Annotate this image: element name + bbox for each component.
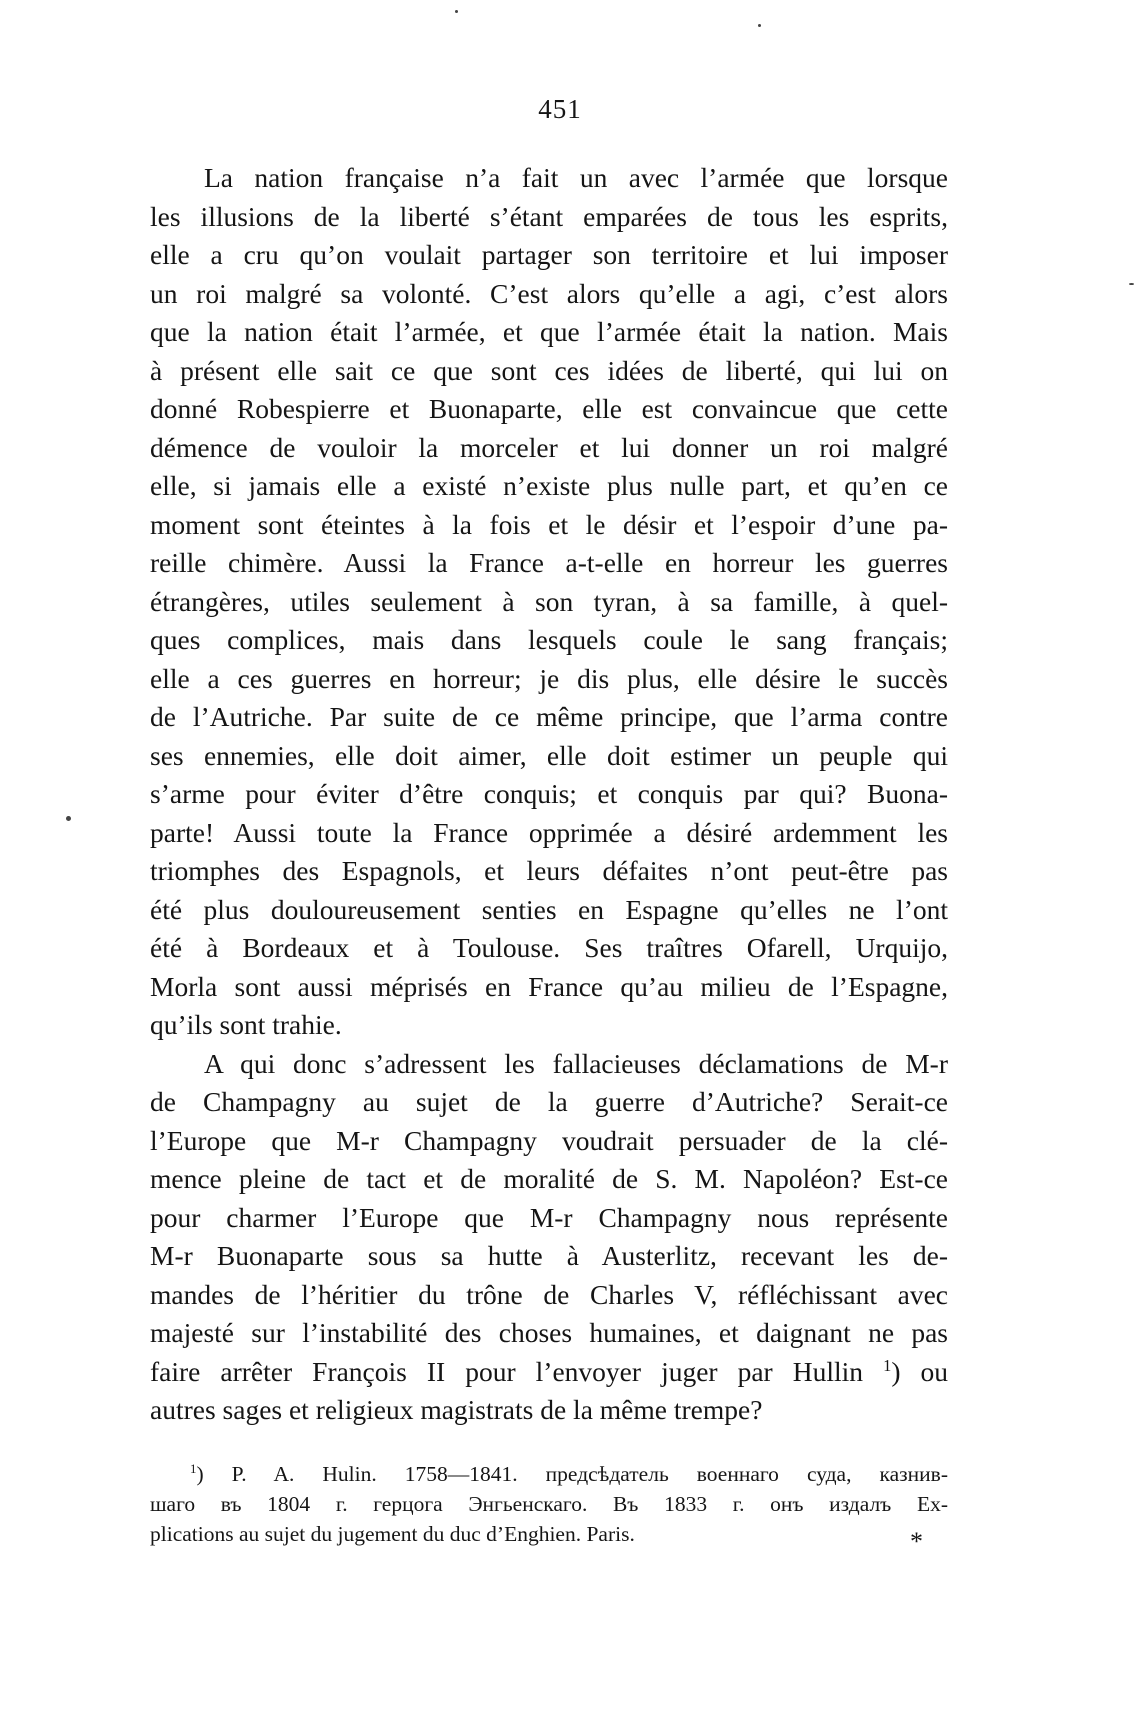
text-line-with-footnote-ref bbox=[150, 1353, 948, 1392]
text-line: La nation française n’a fait un avec l’armée que lorsque bbox=[204, 162, 948, 193]
text-line: été plus douloureusement senties en Espagne qu’elles ne l’ont bbox=[150, 893, 948, 925]
text-line: moment sont éteintes à la fois et le désir et l’espoir d’une pa- bbox=[150, 508, 948, 540]
text-line: majesté sur l’instabilité des choses humaines, et daignant ne pas bbox=[150, 1317, 948, 1348]
text-line: elle a cru qu’on voulait partager son territoire et lui imposer bbox=[150, 239, 948, 270]
text-line: donné Robespierre et Buonaparte, elle est convaincue que cette bbox=[150, 393, 948, 424]
text-line: démence de vouloir la morceler et lui donner un roi malgré bbox=[150, 431, 948, 463]
text-line: s’arme pour éviter d’être conquis; et conquis par qui? Buona- bbox=[150, 778, 948, 809]
footnote-reference: 1 bbox=[883, 1355, 892, 1375]
text-line: Morla sont aussi méprisés en France qu’au milieu de l’Espagne, bbox=[150, 970, 948, 1002]
scan-speck bbox=[1129, 283, 1134, 285]
text-line: elle, si jamais elle a existé n’existe plus nulle part, et qu’en ce bbox=[150, 470, 948, 501]
text-line: qu’ils sont trahie. bbox=[150, 1009, 342, 1040]
text-line: un roi malgré sa volonté. C’est alors qu’elle a agi, c’est alors bbox=[150, 277, 948, 309]
text-line: étrangères, utiles seulement à son tyran, à sa famille, à quel- bbox=[150, 585, 948, 617]
text-line: été à Bordeaux et à Toulouse. Ses traîtres Ofarell, Urquijo, bbox=[150, 932, 948, 963]
footnote-marker: 1 bbox=[190, 1461, 197, 1476]
scan-speck bbox=[758, 24, 761, 27]
text-line: M-r Buonaparte sous sa hutte à Austerlitz, recevant les de- bbox=[150, 1240, 948, 1271]
footnote bbox=[150, 1459, 948, 1549]
text-line: A qui donc s’adressent les fallacieuses déclamations de M-r bbox=[204, 1047, 948, 1079]
page-number: 451 bbox=[538, 94, 582, 124]
text-line: mandes de l’héritier du trône de Charles V, réfléchissant avec bbox=[150, 1278, 948, 1310]
footnote-line: шаго въ 1804 г. герцога Энгьенскаго. Въ 1833 г. онъ издалъ Ex- bbox=[150, 1492, 948, 1516]
footnote-line bbox=[150, 1459, 948, 1489]
text-line: parte! Aussi toute la France opprimée a désiré ardemment les bbox=[150, 816, 948, 848]
text-line: que la nation était l’armée, et que l’armée était la nation. Mais bbox=[150, 316, 948, 347]
footnote-line-text: ) P. A. Hulin. 1758—1841. предсѣдатель военнаго суда, казнив- bbox=[196, 1462, 948, 1486]
text-line: pour charmer l’Europe que M-r Champagny nous représente bbox=[150, 1201, 948, 1233]
text-line-body: faire arrêter François II pour l’envoyer juger par Hullin bbox=[150, 1355, 864, 1387]
text-line: mence pleine de tact et de moralité de S. M. Napoléon? Est-ce bbox=[150, 1163, 948, 1194]
text-line: ses ennemies, elle doit aimer, elle doit estimer un peuple qui bbox=[150, 739, 948, 771]
text-line: triomphes des Espagnols, et leurs défaites n’ont peut-être pas bbox=[150, 855, 948, 886]
text-line: l’Europe que M-r Champagny voudrait persuader de la clé- bbox=[150, 1124, 948, 1156]
text-line: reille chimère. Aussi la France a-t-elle en horreur les guerres bbox=[150, 547, 948, 578]
text-line: elle a ces guerres en horreur; je dis plus, elle désire le succès bbox=[150, 662, 948, 694]
text-line: autres sages et religieux magistrats de la même trempe? bbox=[150, 1394, 763, 1425]
main-text bbox=[150, 159, 948, 1430]
text-line: ques complices, mais dans lesquels coule le sang français; bbox=[150, 624, 948, 655]
text-line: de l’Autriche. Par suite de ce même principe, que l’arma contre bbox=[150, 701, 948, 732]
signature-mark: * bbox=[910, 1527, 923, 1556]
text-line-tail: ) ou bbox=[891, 1355, 948, 1387]
text-line: les illusions de la liberté s’étant emparées de tous les esprits, bbox=[150, 200, 948, 232]
footnote-line: plications au sujet du jugement du duc d’Enghien. Paris. bbox=[150, 1522, 635, 1546]
scan-speck bbox=[66, 816, 71, 821]
scan-speck bbox=[455, 10, 458, 13]
text-line: de Champagny au sujet de la guerre d’Autriche? Serait-ce bbox=[150, 1086, 948, 1117]
text-line: à présent elle sait ce que sont ces idées de liberté, qui lui on bbox=[150, 354, 948, 386]
